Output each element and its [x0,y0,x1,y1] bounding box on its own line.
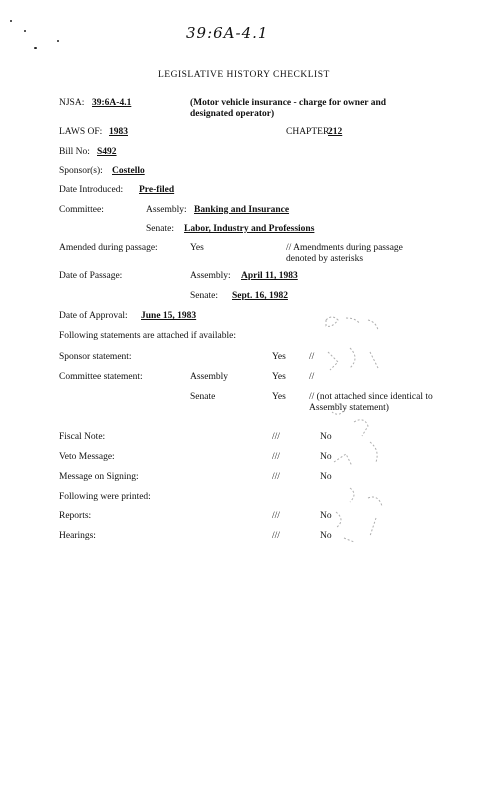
njsa-label: NJSA: [59,98,85,108]
committee-statement-assembly-value: Yes [272,372,286,382]
scan-speck [10,20,12,22]
fiscal-note-label: Fiscal Note: [59,432,106,442]
bill-no-value: S492 [97,147,117,157]
faded-stamp [320,312,392,552]
chapter-value: 212 [328,127,343,137]
message-on-signing-label: Message on Signing: [59,472,139,482]
amended-label: Amended during passage: [59,243,158,253]
fiscal-note-value: No [320,432,332,442]
reports-value: No [320,511,332,521]
following-printed-text: Following were printed: [59,492,151,502]
committee-statement-label: Committee statement: [59,372,143,382]
njsa-description: (Motor vehicle insurance - charge for owner and designated operator) [190,98,387,119]
reports-label: Reports: [59,511,92,521]
sponsor-statement-value: Yes [272,352,286,362]
amended-value: Yes [190,243,204,253]
passage-assembly-label: Assembly: [190,271,231,281]
passage-senate-label: Senate: [190,291,218,301]
passage-assembly-value: April 11, 1983 [241,271,298,281]
hearings-mark: /// [272,531,280,541]
bill-no-label: Bill No: [59,147,90,157]
scan-speck [57,40,59,42]
veto-message-value: No [320,452,332,462]
committee-label: Committee: [59,205,104,215]
date-of-approval-value: June 15, 1983 [141,311,197,321]
committee-statement-assembly-label: Assembly [190,372,228,382]
date-introduced-label: Date Introduced: [59,185,124,195]
following-attached-text: Following statements are attached if available: [59,331,237,341]
sponsor-statement-label: Sponsor statement: [59,352,132,362]
page-title: LEGISLATIVE HISTORY CHECKLIST [158,70,330,80]
committee-assembly-label: Assembly: [146,205,187,215]
hearings-label: Hearings: [59,531,96,541]
reports-mark: /// [272,511,280,521]
committee-senate-value: Labor, Industry and Professions [184,224,315,234]
committee-statement-senate-value: Yes [272,392,286,402]
committee-assembly-value: Banking and Insurance [194,205,290,215]
sponsors-value: Costello [112,166,145,176]
date-of-approval-label: Date of Approval: [59,311,128,321]
message-on-signing-value: No [320,472,332,482]
sponsor-statement-mark: // [309,352,315,362]
hearings-value: No [320,531,332,541]
scan-speck [34,47,37,49]
committee-statement-senate-note: // (not attached since identical to Assembly statement) [309,392,433,413]
amended-note: // Amendments during passage denoted by asterisks [286,243,403,264]
committee-statement-senate-label: Senate [190,392,216,402]
veto-message-label: Veto Message: [59,452,115,462]
sponsors-label: Sponsor(s): [59,166,103,176]
date-of-passage-label: Date of Passage: [59,271,123,281]
laws-of-value: 1983 [109,127,128,137]
chapter-label: CHAPTER: [286,127,332,137]
laws-of-label: LAWS OF: [59,127,103,137]
veto-message-mark: /// [272,452,280,462]
scan-speck [24,30,26,32]
fiscal-note-mark: /// [272,432,280,442]
date-introduced-value: Pre-filed [139,185,175,195]
committee-senate-label: Senate: [146,224,174,234]
committee-statement-assembly-mark: // [309,372,315,382]
passage-senate-value: Sept. 16, 1982 [232,291,288,301]
handwritten-number: 39:6A-4.1 [186,24,269,42]
message-on-signing-mark: /// [272,472,280,482]
njsa-value: 39:6A-4.1 [92,98,132,108]
